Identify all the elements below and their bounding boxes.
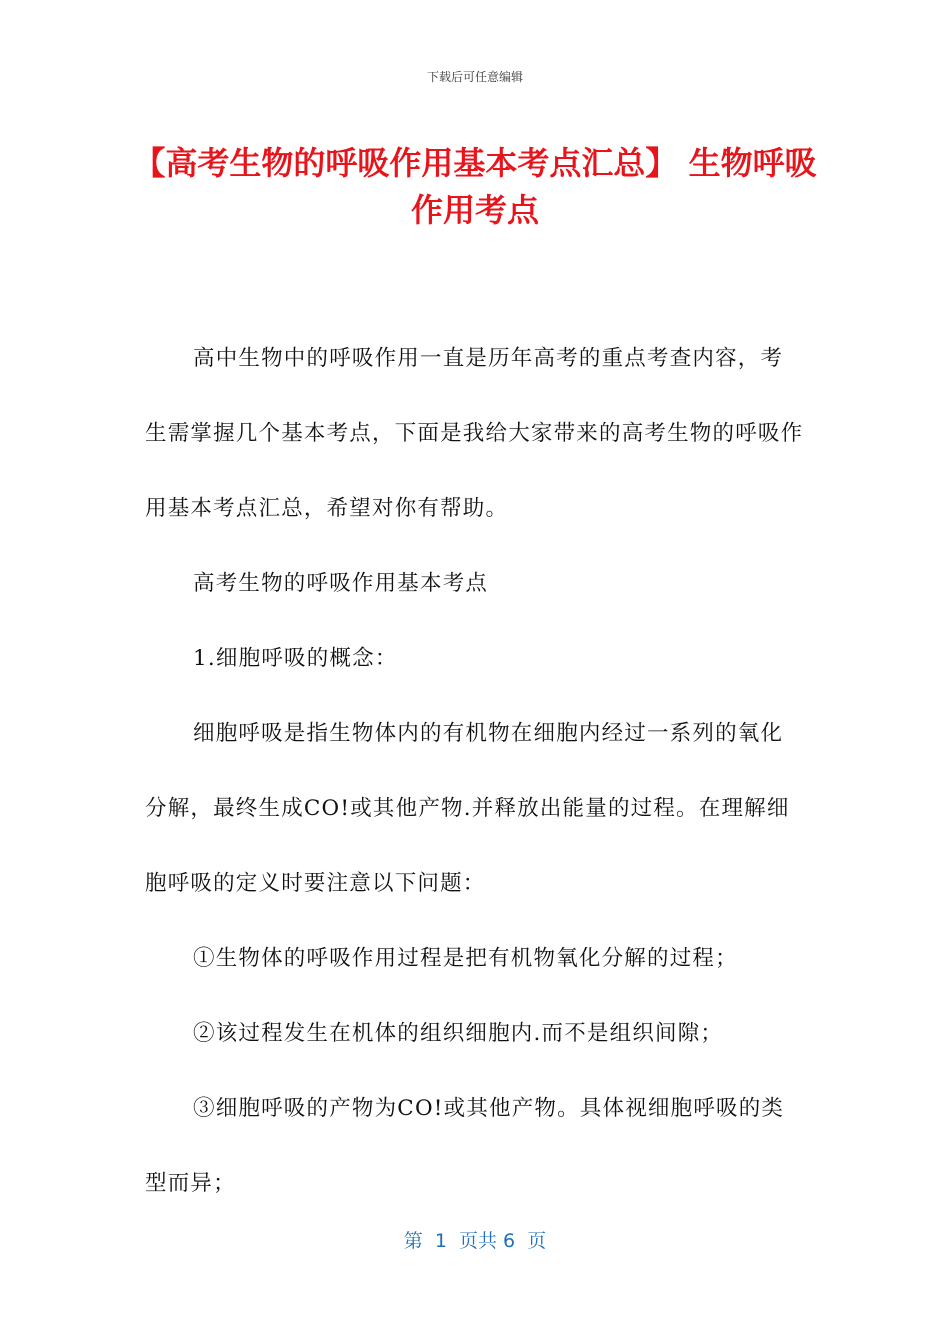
definition-paragraph: 细胞呼吸是指生物体内的有机物在细胞内经过一系列的氧化分解，最终生成CO!或其他产物.并释放出能量的过程。在理解细胞呼吸的定义时要注意以下问题： [145,721,790,896]
point-3: ③细胞呼吸的产物为CO!或其他产物。具体视细胞呼吸的类型而异； [145,1096,785,1196]
point-2: ②该过程发生在机体的组织细胞内.而不是组织间隙； [193,1021,724,1046]
subheading-cell-respiration-concept: 1.细胞呼吸的概念： [193,646,398,671]
intro-paragraph: 高中生物中的呼吸作用一直是历年高考的重点考查内容，考生需掌握几个基本考点，下面是我给大家带来的高考生物的呼吸作用基本考点汇总，希望对你有帮助。 [145,346,804,521]
point-1: ①生物体的呼吸作用过程是把有机物氧化分解的过程； [193,946,738,971]
page-footer: 第 1 页共 6 页 [403,1230,547,1252]
header-note: 下载后可任意编辑 [426,70,523,84]
document-body [145,321,805,1221]
document-title: 【高考生物的呼吸作用基本考点汇总】 生物呼吸作用考点 [133,144,817,229]
section-heading: 高考生物的呼吸作用基本考点 [193,571,489,596]
